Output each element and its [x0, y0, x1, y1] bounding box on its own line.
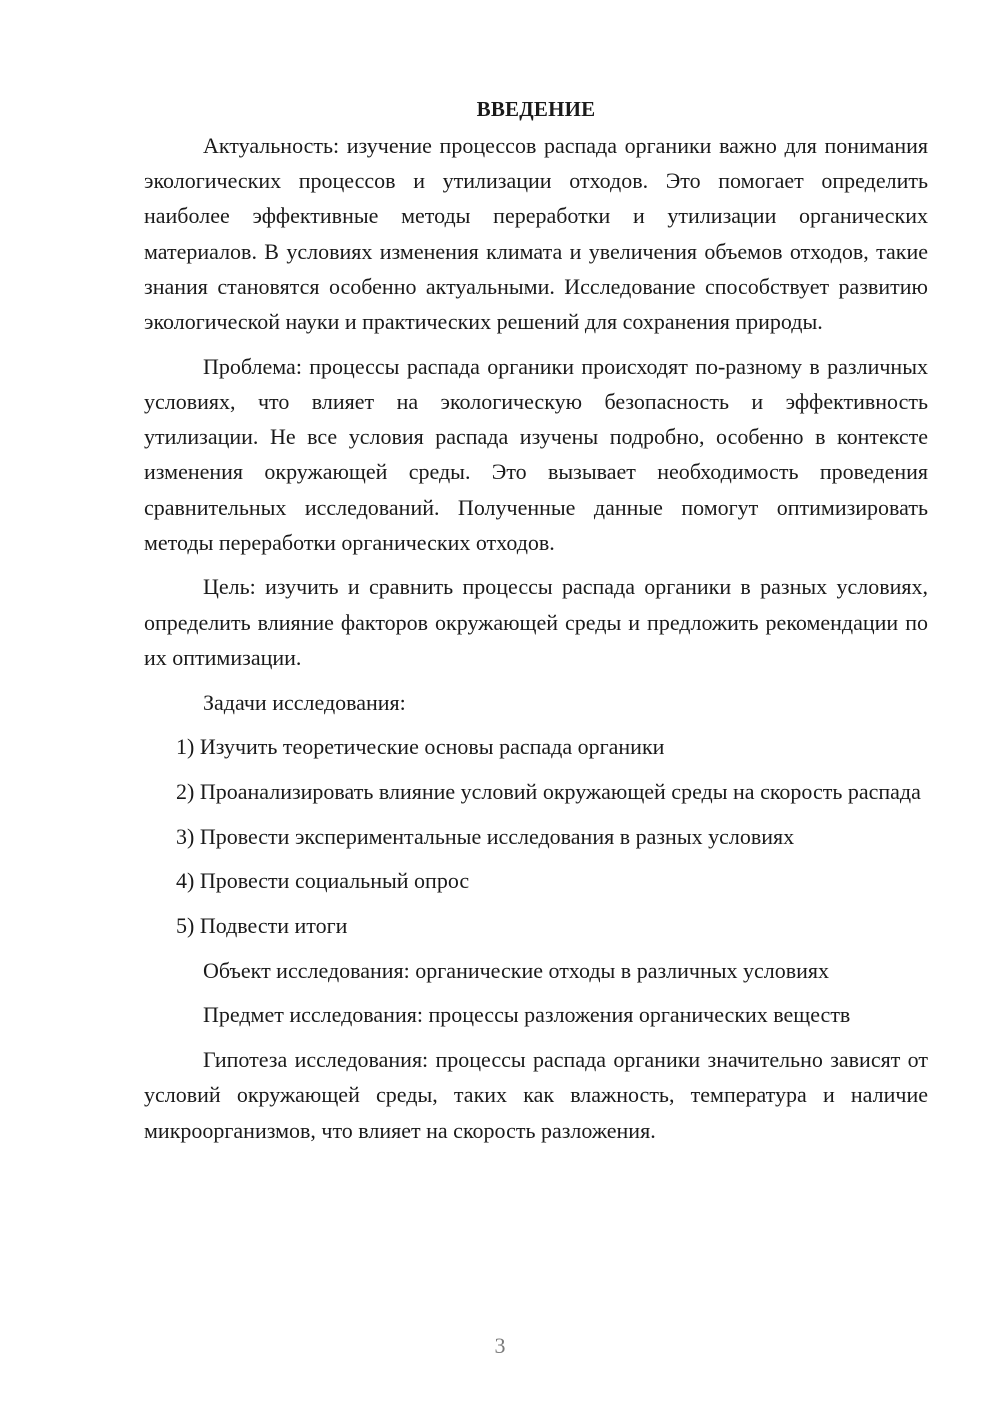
paragraph-hypothesis: Гипотеза исследования: процессы распада органики значительно зависят от условий окружающей среды, таких как влажность, температура и наличие микроорганизмов, что влияет на скорость разложения. — [144, 1047, 928, 1143]
page-title: ВВЕДЕНИЕ — [476, 97, 596, 121]
task-item: 1) Изучить теоретические основы распада органики — [176, 734, 665, 760]
task-item: 4) Провести социальный опрос — [176, 868, 470, 894]
task-item: 5) Подвести итоги — [176, 913, 348, 939]
paragraph-object: Объект исследования: органические отходы в различных условиях — [203, 957, 830, 983]
paragraph-goal: Цель: изучить и сравнить процессы распада органики в разных условиях, определить влияние факторов окружающей среды и предложить рекомендации по их оптимизации. — [144, 574, 928, 670]
page-number: 3 — [494, 1333, 506, 1358]
paragraph-problem: Проблема: процессы распада органики происходят по-разному в различных условиях, что влияет на экологическую безопасность и эффективность утилизации. Не все условия распада изучены подробно, особенно в контексте изменения окружающей среды. Это вызывает необходимость проведения сравнительных исследований. Полученные данные помогут оптимизировать методы переработки органических отходов. — [144, 353, 928, 555]
task-item: 2) Проанализировать влияние условий окружающей среды на скорость распада — [176, 778, 921, 804]
paragraph-subject: Предмет исследования: процессы разложения органических веществ — [203, 1002, 851, 1028]
page-content — [144, 92, 928, 1157]
paragraph-relevance: Актуальность: изучение процессов распада органики важно для понимания экологических процессов и утилизации отходов. Это помогает определить наиболее эффективные методы переработки и утилизации органических материалов. В условиях изменения климата и увеличения объемов отходов, такие знания становятся особенно актуальными. Исследование способствует развитию экологической науки и практических решений для сохранения природы. — [144, 133, 928, 335]
tasks-heading: Задачи исследования: — [203, 689, 406, 715]
task-item: 3) Провести экспериментальные исследования в разных условиях — [176, 823, 795, 849]
